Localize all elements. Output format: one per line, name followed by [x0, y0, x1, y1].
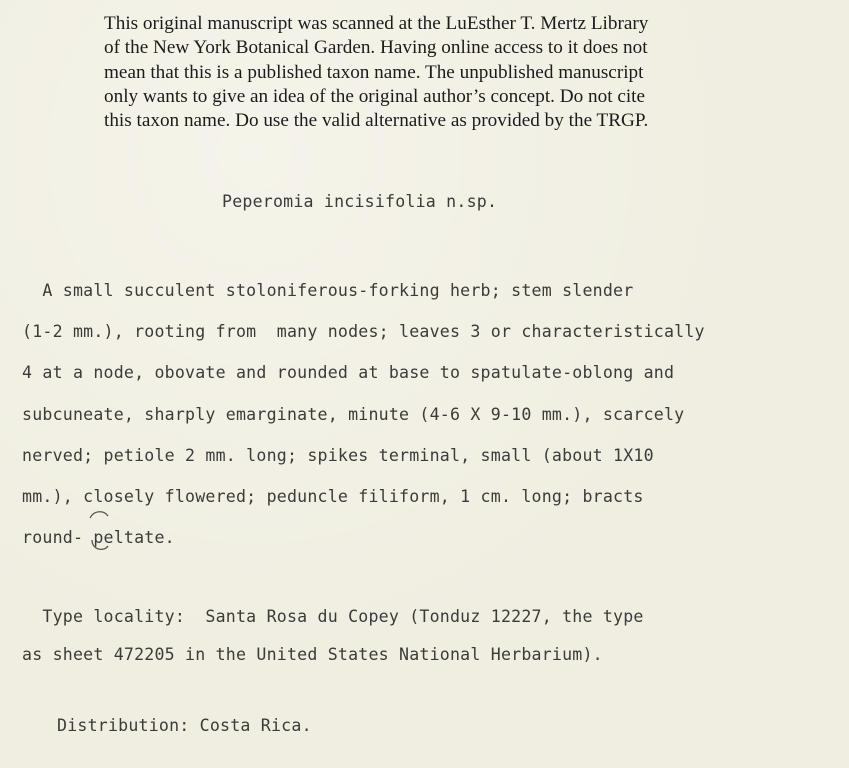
- description-line: round- peltate.: [22, 528, 175, 548]
- notice-line: mean that this is a published taxon name. The unpublished manuscript: [104, 61, 644, 83]
- type-locality: [22, 598, 644, 674]
- description-line: (1-2 mm.), rooting from many nodes; leaves 3 or characteristically: [22, 322, 705, 342]
- species-title: Peperomia incisifolia n.sp.: [222, 192, 498, 211]
- description-line: subcuneate, sharply emarginate, minute (4-6 X 9-10 mm.), scarcely: [22, 404, 685, 424]
- notice-line: of the New York Botanical Garden. Having online access to it does not: [104, 37, 648, 59]
- notice-line: only wants to give an idea of the original author’s concept. Do not cite: [104, 85, 646, 107]
- handwritten-correction-mark: [84, 508, 114, 554]
- type-locality-line: as sheet 472205 in the United States National Herbarium).: [22, 645, 603, 664]
- distribution: Distribution: Costa Rica.: [57, 716, 312, 735]
- description-line: A small succulent stoloniferous-forking herb; stem slender: [22, 281, 634, 300]
- species-description: [22, 270, 705, 558]
- type-locality-line: Type locality: Santa Rosa du Copey (Tonduz 12227, the type: [22, 607, 644, 626]
- description-line: 4 at a node, obovate and rounded at base to spatulate-oblong and: [22, 363, 675, 383]
- library-notice: [104, 12, 744, 133]
- description-line: nerved; petiole 2 mm. long; spikes terminal, small (about 1X10: [22, 445, 654, 465]
- notice-line: this taxon name. Do use the valid alternative as provided by the TRGP.: [104, 110, 649, 132]
- notice-line: This original manuscript was scanned at the LuEsther T. Mertz Library: [104, 13, 649, 34]
- description-line: mm.), closely flowered; peduncle filiform, 1 cm. long; bracts: [22, 487, 644, 507]
